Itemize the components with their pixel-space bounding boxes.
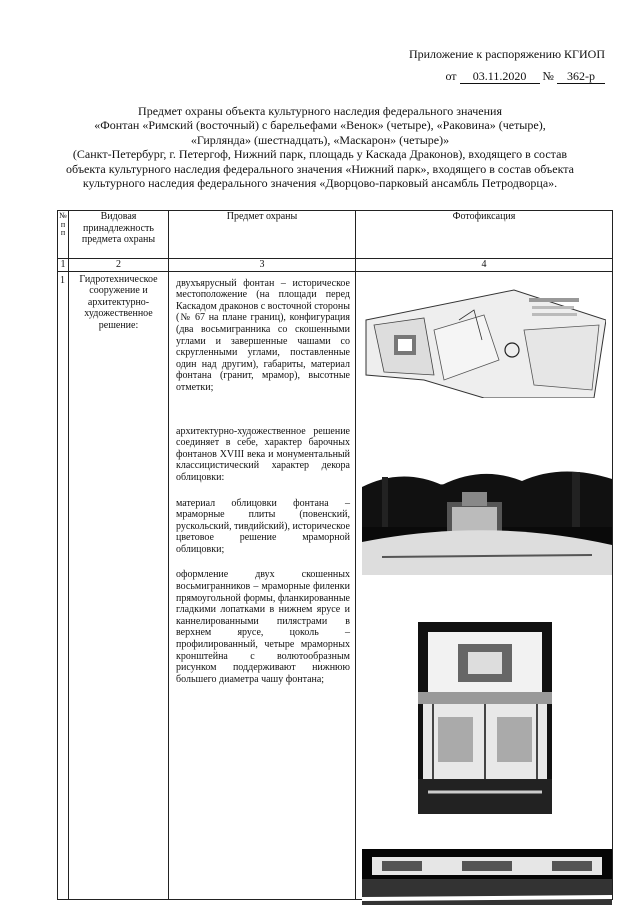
column-number: 1: [58, 259, 69, 272]
row-number: 1: [58, 271, 69, 899]
row-type: Гидротехническое сооружение и архитектурно-художественное решение:: [69, 271, 169, 899]
fountain-closeup-photo: [418, 622, 552, 814]
header-no: № п п: [58, 211, 69, 259]
appendix-label: Приложение к распоряжению КГИОП: [408, 47, 605, 61]
column-number: 4: [356, 259, 613, 272]
title-line: Предмет охраны объекта культурного наследия федерального значения: [138, 104, 502, 118]
subject-paragraph: оформление двух скошенных восьмигранников – мраморные филенки прямоугольной формы, фланкированные гладкими лопатками в нижнем ярусе и каннелированными пилястрами в верхнем ярусе, цоколь – профилированный, четыре мраморных кронштейна с волютообразным рисунком поддерживают нижнюю большего диаметра чашу фонтана;: [176, 569, 350, 685]
fountain-park-photo: [362, 457, 612, 575]
from-label: от: [445, 69, 457, 83]
photo-cell: [356, 271, 613, 899]
number-label: №: [542, 69, 554, 83]
header-type: Видовая принадлежность предмета охраны: [69, 211, 169, 259]
document-title: [40, 104, 600, 190]
title-line: объекта культурного наследия федерального значения «Нижний парк», входящего в состав объекта: [66, 161, 574, 176]
title-line: «Фонтан «Римский (восточный) с барельефами «Венок» (четыре), «Раковина» (четыре),: [94, 118, 546, 133]
site-plan-image: [364, 280, 606, 398]
column-number-row: [58, 259, 613, 272]
title-line: (Санкт-Петербург, г. Петергоф, Нижний парк, площадь у Каскада Драконов), входящего в состав: [72, 147, 568, 162]
header-subject: Предмет охраны: [169, 211, 356, 259]
protection-table: [57, 210, 613, 900]
order-number: 362-р: [557, 70, 605, 84]
header-photo: Фотофиксация: [356, 211, 613, 259]
table-row: [58, 271, 613, 899]
row-subject: [169, 271, 356, 899]
title-line: культурного наследия федерального значения «Дворцово-парковый ансамбль Петродворца».: [82, 176, 558, 191]
subject-paragraph: материал облицовки фонтана – мраморные плиты (повенский, рускольский, тивдийский), историческое цветовое решение мраморной облицовки;: [176, 497, 350, 555]
order-line: [445, 69, 605, 84]
subject-paragraph: архитектурно-художественное решение соединяет в себе, характер барочных фонтанов XVIII века и монументальный классицистический характер декора облицовки:: [176, 425, 350, 483]
title-line: «Гирлянда» (шестнадцать), «Маскарон» (четыре)»: [190, 132, 450, 147]
column-number: 2: [69, 259, 169, 272]
table-header-row: [58, 211, 613, 259]
order-date: 03.11.2020: [460, 70, 540, 84]
column-number: 3: [169, 259, 356, 272]
fountain-detail-photo: [362, 849, 612, 905]
subject-paragraph: двухъярусный фонтан – историческое местоположение (на площади перед Каскадом драконов с восточной стороны (№ 67 на плане границ), конфигурация (два восьмигранника со скошенными углами и завершенные чашами со скругленными углами, поставленные один над другим), габариты, материал фонтана (гранит, мрамор), высотные отметки;: [176, 277, 350, 393]
